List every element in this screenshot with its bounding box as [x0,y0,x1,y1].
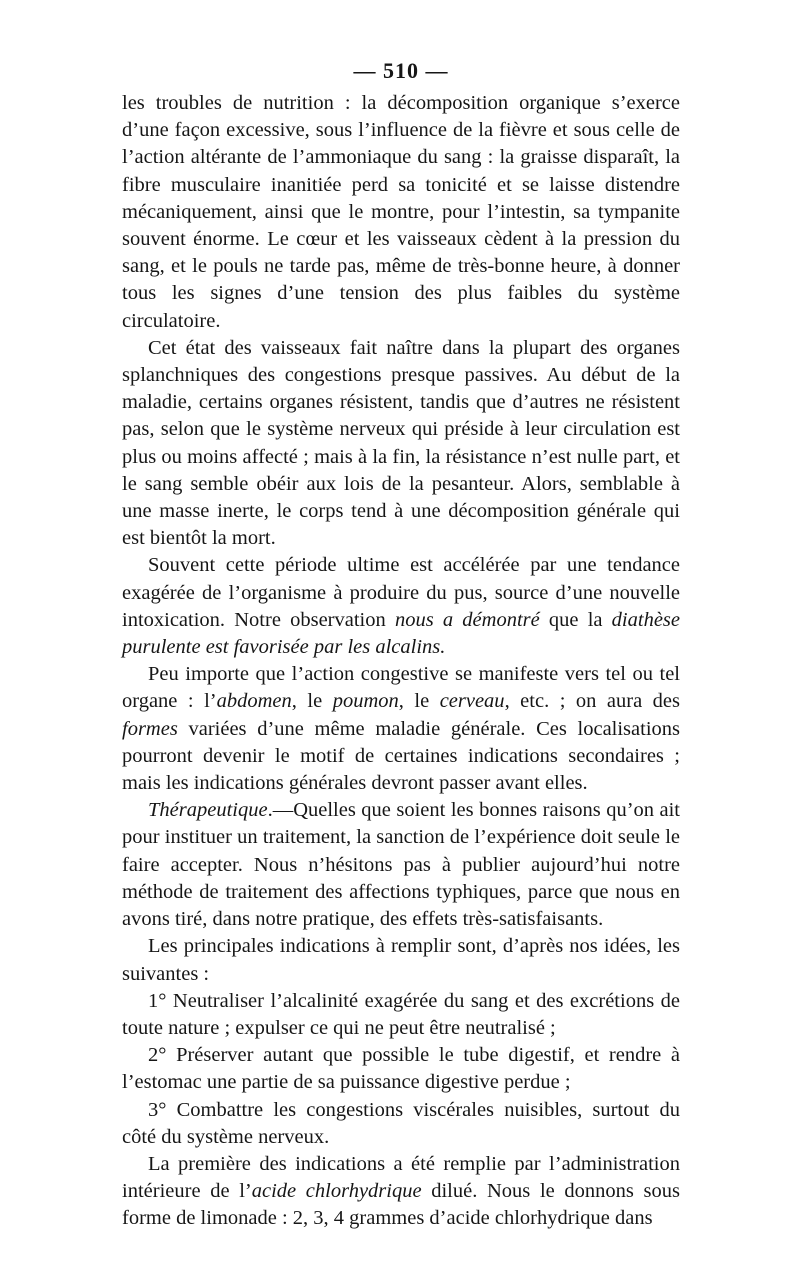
italic-run: acide chlorhydrique [251,1180,422,1203]
paragraph-p4 [122,661,680,797]
text-run: Cet état des vaisseaux fait naître dans la plupart des organes splanchniques des congestions presque passives. Au début de la maladie, certains organes résistent, tandis que d’autres ne résistent pas, selon que le système nerveux qui préside à leur circulation est plus ou moins affecté ; mais à la fin, la résistance n’est nulle part, et le sang semble obéir aux lois de la pesanteur. Alors, semblable à une masse inerte, le corps tend à une décomposition générale qui est bientôt la mort. [122,336,680,550]
paragraph-p6 [122,933,680,987]
italic-run: cerveau [439,690,505,713]
paragraph-p8 [122,1042,680,1096]
paragraph-p3 [122,552,680,661]
text-run: que la [539,608,612,631]
italic-run: Thérapeutique [148,799,268,822]
text-run: , etc. ; on aura des [504,690,680,713]
text-run: variées d’une même maladie générale. Ces localisations pourront devenir le motif de certaines indications secondaires ; mais les indications générales devront passer avant elles. [122,717,680,795]
italic-run: diathèse purulente est favorisée par les alcalins. [122,608,680,659]
paragraph-p10 [122,1151,680,1233]
italic-run: poumon [332,690,399,713]
paragraph-p9 [122,1097,680,1151]
text-run: .—Quelles que soient les bonnes raisons qu’on ait pour instituer un traitement, la sanction de l’expérience doit seule le faire accepter. Nous n’hésitons pas à publier aujourd’hui notre méthode de traitement des affections typhiques, parce que nous en avons tiré, dans notre pratique, des effets très-satisfaisants. [122,799,680,931]
text-run: dilué. Nous le donnons sous forme de limonade : 2, 3, 4 grammes d’acide chlorhydrique dans [122,1180,680,1230]
text-run: 3° Combattre les congestions viscérales nuisibles, surtout du côté du système nerveux. [122,1098,680,1148]
paragraph-p2 [122,335,680,553]
text-run: Souvent cette période ultime est accélérée par une tendance exagérée de l’organisme à produire du pus, source d’une nouvelle intoxication. Notre observation [122,554,680,631]
text-run: 2° Préserver autant que possible le tube digestif, et rendre à l’estomac une partie de sa puissance digestive perdue ; [122,1044,680,1094]
paragraph-p7 [122,988,680,1042]
italic-run: abdomen [216,690,292,713]
text-run: Les principales indications à remplir sont, d’après nos idées, les suivantes : [122,935,680,985]
text-run: 1° Neutraliser l’alcalinité exagérée du sang et des excrétions de toute nature ; expulser ce qui ne peut être neutralisé ; [122,989,680,1039]
text-run: , le [398,690,440,713]
italic-run: formes [122,717,178,740]
text-run: , le [291,690,333,713]
paragraph-p1 [122,90,680,335]
text-run: La première des indications a été remplie par l’administration intérieure de l’ [122,1152,680,1203]
text-run: Peu importe que l’action congestive se manifeste vers tel ou tel organe : l’ [122,663,680,713]
body-text [122,90,680,1233]
text-run: les troubles de nutrition : la décomposition organique s’exerce d’une façon excessive, sous l’influence de la fièvre et sous celle de l’action altérante de l’ammoniaque du sang : la graisse disparaît, la fibre musculaire inanitiée perd sa tonicité et se laisse distendre mécaniquement, ainsi que le montre, pour l’intestin, sa tympanite souvent énorme. Le cœur et les vaisseaux cèdent à la pression du sang, et le pouls ne tarde pas, même de très-bonne heure, à donner tous les signes d’une tension des plus faibles du système circulatoire. [122,92,680,332]
page-number: — 510 — [353,58,449,83]
italic-run: nous a démontré [394,608,540,631]
paragraph-p5 [122,797,680,933]
